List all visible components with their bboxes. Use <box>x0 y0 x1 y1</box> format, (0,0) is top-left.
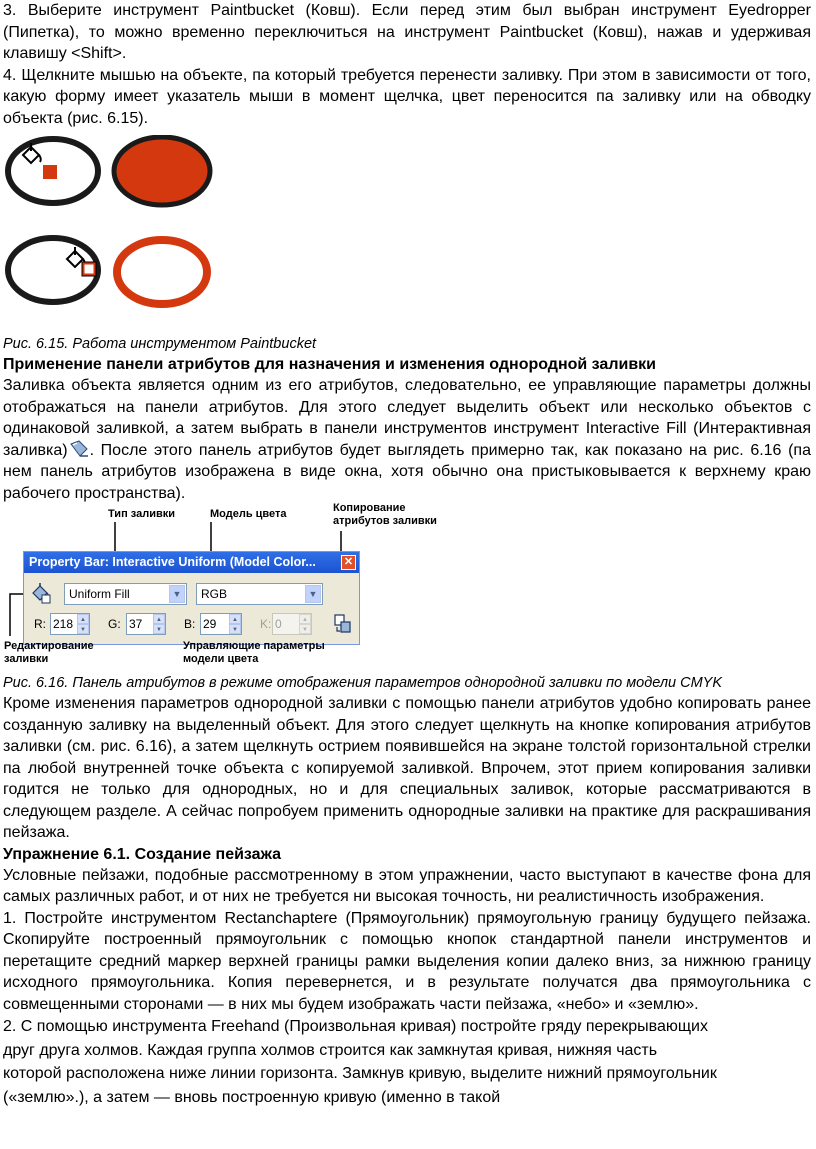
spin-up-icon[interactable]: ▲ <box>77 614 89 624</box>
edit-fill-button[interactable] <box>30 582 52 604</box>
attributes-intro-text-b: . После этого панель атрибутов будет выглядеть примерно так, как показано на рис. 6.16 (па нем панель атрибутов изображена в виде окна, хотя обычно она пристыковывается к верхнему краю рабочего пространства). <box>3 441 811 502</box>
copy-fill-attributes-button[interactable] <box>333 613 353 635</box>
spin-down-icon[interactable]: ▼ <box>229 624 241 634</box>
b-value-spinner[interactable] <box>200 613 242 635</box>
k-value: 0 <box>275 617 282 631</box>
exercise-intro-paragraph: Условные пейзажи, подобные рассмотренному в этом упражнении, часто выступают в качестве фона для самых различных работ, и от них не требуется ни высокая точность, ни реалистичность изображения. <box>3 866 811 905</box>
callout-fill-type: Тип заливки <box>108 508 175 520</box>
interactive-fill-icon <box>68 440 90 458</box>
callout-edit-fill-1: Редактирование <box>4 640 94 652</box>
spin-down-icon[interactable]: ▼ <box>153 624 165 634</box>
r-label: R: <box>34 617 46 631</box>
exercise-heading: Упражнение 6.1. Создание пейзажа <box>3 845 282 863</box>
r-value-spinner[interactable] <box>50 613 90 635</box>
red-outline-ellipse <box>117 240 207 304</box>
callout-edit-fill-2: заливки <box>4 653 49 665</box>
dropdown-arrow-icon[interactable]: ▼ <box>305 585 321 603</box>
step-4-paragraph: 4. Щелкните мышью на объекте, па который требуется перенести заливку. При этом в зависимости от того, какую форму имеет указатель мыши в момент щелчка, цвет переносится па заливку или на обводку объекта (рис. 6.15). <box>3 66 811 127</box>
r-value: 218 <box>53 617 74 631</box>
spin-up-icon: ▲ <box>299 614 311 624</box>
callout-copy-attributes-2: атрибутов заливки <box>333 515 437 527</box>
step-2-line: которой расположена ниже линии горизонта. Замкнув кривую, выделите нижний прямоугольник <box>3 1065 717 1082</box>
step-3-paragraph: 3. Выберите инструмент Paintbucket (Ковш). Если перед этим был выбран инструмент Eyedropper (Пипетка), то можно временно переключиться на инструмент Paintbucket (Ковш), нажав и удерживая клавишу <Shift>. <box>3 2 811 62</box>
property-bar-title: Property Bar: Interactive Uniform (Model Color... <box>29 555 316 569</box>
dropdown-arrow-icon[interactable]: ▼ <box>169 585 185 603</box>
attributes-intro-text-a: Заливка объекта является одним из его атрибутов, следовательно, ее управляющие параметры должны отображаться на панели атрибутов. Для этого следует выделить объект или несколько объектов с одинаковой заливкой, а затем выбрать в панели инструментов инструмент Interactive Fill (Интерактивная заливка) <box>3 377 811 459</box>
spin-up-icon[interactable]: ▲ <box>229 614 241 624</box>
filled-red-ellipse <box>114 137 210 205</box>
exercise-step-2-paragraph <box>3 1015 811 1109</box>
fill-type-value: Uniform Fill <box>69 587 130 601</box>
k-value-spinner <box>272 613 312 635</box>
step-2-line: 2. С помощью инструмента Freehand (Произвольная кривая) постройте гряду перекрывающих <box>3 1018 708 1035</box>
step-2-line: («землю».), а затем — вновь построенную кривую (именно в такой <box>3 1088 501 1106</box>
attributes-intro-paragraph <box>3 375 811 504</box>
figure-6-16-caption: Рис. 6.16. Панель атрибутов в режиме отображения параметров однородной заливки по модели CMYK <box>3 675 723 691</box>
copy-fill-attributes-icon <box>333 613 353 635</box>
figure-6-16 <box>3 504 811 674</box>
callout-color-model-controls-1: Управляющие параметры <box>183 640 325 652</box>
figure-6-15-caption: Рис. 6.15. Работа инструментом Paintbucket <box>3 336 317 352</box>
close-icon[interactable]: ✕ <box>341 555 356 570</box>
outline-swatch <box>83 263 95 275</box>
callout-copy-attributes-1: Копирование <box>333 502 406 514</box>
callout-color-model-controls-2: модели цвета <box>183 653 259 665</box>
g-label: G: <box>108 617 121 631</box>
color-model-select[interactable] <box>196 583 323 605</box>
fill-type-select[interactable] <box>64 583 187 605</box>
red-fill-swatch <box>43 165 57 179</box>
b-label: B: <box>184 617 196 631</box>
figure-6-15 <box>3 135 811 335</box>
k-label: K: <box>260 617 272 631</box>
property-bar-titlebar <box>24 552 359 573</box>
g-value-spinner[interactable] <box>126 613 166 635</box>
spin-down-icon[interactable]: ▼ <box>77 624 89 634</box>
b-value: 29 <box>203 617 217 631</box>
copy-fill-paragraph: Кроме изменения параметров однородной заливки с помощью панели атрибутов удобно копировать ранее созданную заливку на выделенный объект. Для этого следует щелкнуть на кнопке копирования атрибутов заливки (см. рис. 6.16), а затем щелкнуть острием появившейся на экране толстой горизонтальной стрелки па любой внутренней точке объекта с копируемой заливкой. Впрочем, этот прием копирования заливки годится не только для однородных, но и для специальных заливок, которые рассматриваются в следующем разделе. А сейчас попробуем применить однородные заливки на практике для раскрашивания пейзажа. <box>3 695 811 841</box>
edit-fill-icon <box>30 582 52 604</box>
property-bar-window <box>23 551 360 645</box>
g-value: 37 <box>129 617 143 631</box>
document-page <box>3 0 811 1109</box>
spin-down-icon: ▼ <box>299 624 311 634</box>
spin-up-icon[interactable]: ▲ <box>153 614 165 624</box>
step-2-line: друг друга холмов. Каждая группа холмов строится как замкнутая кривая, нижняя часть <box>3 1041 658 1059</box>
paintbucket-illustration <box>3 135 811 335</box>
color-model-value: RGB <box>201 587 228 601</box>
section-heading-property-bar: Применение панели атрибутов для назначения и изменения однородной заливки <box>3 356 656 373</box>
exercise-step-1-paragraph: 1. Постройте инструментом Rectanchaptere (Прямоугольник) прямоугольную границу будущего пейзажа. Скопируйте построенный прямоугольник с помощью кнопок стандартной панели инструментов и перетащите средний маркер верхней границы рамки выделения копии далеко вниз, за нижнюю границу исходного прямоугольника. Копия перевернется, и в результате получатся два прямоугольника с совмещенными сторонами — в них мы будем изображать части пейзажа, «небо» и «землю». <box>3 909 811 1013</box>
callout-color-model: Модель цвета <box>210 508 287 520</box>
